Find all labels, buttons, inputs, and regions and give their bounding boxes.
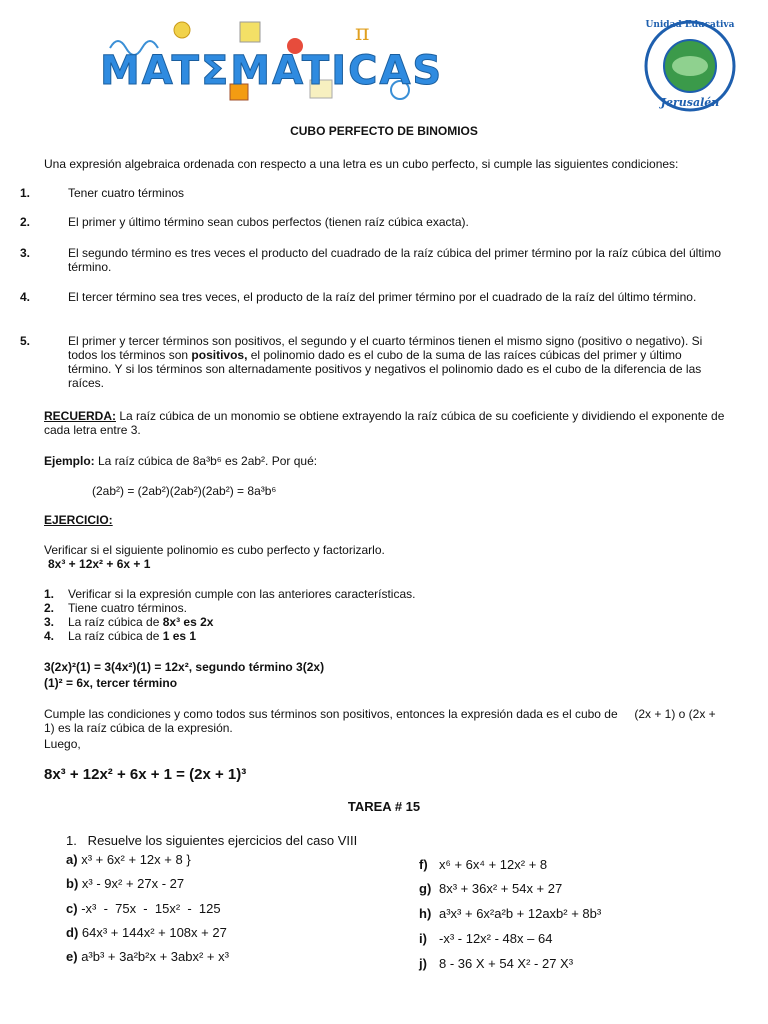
- tarea-instruction: 1. Resuelve los siguientes ejercicios del caso VIII: [66, 833, 358, 848]
- seal-top-text: Unidad Educativa: [645, 20, 735, 30]
- step-1: 1. Verificar si la expresión cumple con las anteriores características.: [44, 587, 416, 601]
- calc-line-2: (1)² = 6x, tercer término: [44, 676, 178, 690]
- condition-3: 3. El segundo término es tres veces el producto del cuadrado de la raíz cúbica del primer término por la raíz cúbica del último término.: [20, 246, 721, 274]
- luego-text: Luego,: [44, 737, 81, 751]
- condition-4: 4. El tercer término sea tres veces, el producto de la raíz del primer término por el cuadrado de la raíz del último término.: [20, 290, 697, 304]
- exercise-g: g) 8x³ + 36x² + 54x + 27: [419, 881, 563, 896]
- exercise-f: f) x⁶ + 6x⁴ + 12x² + 8: [419, 857, 548, 872]
- exercise-b: b) x³ - 9x² + 27x - 27: [66, 876, 185, 891]
- exercise-c: c) -x³ - 75x - 15x² - 125: [66, 901, 221, 916]
- exercise-a: a) x³ + 6x² + 12x + 8 }: [66, 852, 191, 867]
- exercise-list-left: [66, 850, 396, 970]
- ejercicio-heading: EJERCICIO:: [44, 513, 113, 527]
- result-equation: 8x³ + 12x² + 6x + 1 = (2x + 1)³: [44, 766, 247, 783]
- exercise-list-right: [419, 857, 749, 977]
- header-logo: [100, 18, 444, 108]
- ejemplo-formula: (2ab²) = (2ab²)(2ab²)(2ab²) = 8a³b⁶: [92, 484, 277, 498]
- seal-bottom-text: Jerusalén: [660, 96, 720, 109]
- logo-wordmark: MATΣMATICAS: [100, 48, 444, 94]
- exercise-e: e) a³b³ + 3a²b²x + 3abx² + x³: [66, 949, 229, 964]
- ejercicio-prompt: Verificar si el siguiente polinomio es cubo perfecto y factorizarlo.: [44, 543, 385, 557]
- exercise-i: i) -x³ - 12x² - 48x – 64: [419, 931, 553, 946]
- step-3: 3. La raíz cúbica de 8x³ es 2x: [44, 615, 214, 629]
- step-2: 2. Tiene cuatro términos.: [44, 601, 187, 615]
- step-4: 4. La raíz cúbica de 1 es 1: [44, 629, 197, 643]
- exercise-j: j) 8 - 36 X + 54 X² - 27 X³: [419, 956, 574, 971]
- ejemplo-line: Ejemplo: La raíz cúbica de 8a³b⁶ es 2ab². Por qué:: [44, 454, 318, 468]
- page-title: CUBO PERFECTO DE BINOMIOS: [290, 124, 478, 138]
- conclusion-paragraph: Cumple las condiciones y como todos sus términos son positivos, entonces la expresión dada es el cubo de (2x + 1) o (2x + 1) es la raíz cúbica de la expresión.: [44, 707, 720, 735]
- calc-line-1: 3(2x)²(1) = 3(4x²)(1) = 12x², segundo término 3(2x): [44, 660, 325, 674]
- tarea-title: TAREA # 15: [347, 799, 421, 814]
- condition-5: 5. El primer y tercer términos son positivos, el segundo y el cuarto términos tienen el mismo signo (positivo o negativo). Si todos los términos son positivos, el polinomio dado es el cubo de la suma de las raíces cúbicas del primer y último término. Y si los términos son alternadamente positivos y negativos el polinomio dado es el cubo de la diferencia de las raíces.: [20, 334, 703, 390]
- exercise-d: d) 64x³ + 144x² + 108x + 27: [66, 925, 227, 940]
- exercise-h: h) a³x³ + 6x²a²b + 12axb² + 8b³: [419, 906, 602, 921]
- ejercicio-steps: [44, 587, 415, 643]
- condition-2: 2. El primer y último término sean cubos perfectos (tienen raíz cúbica exacta).: [20, 215, 469, 229]
- ejercicio-polynomial: 8x³ + 12x² + 6x + 1: [48, 557, 151, 571]
- intro-paragraph: Una expresión algebraica ordenada con respecto a una letra es un cubo perfecto, si cumple las siguientes condiciones:: [44, 157, 679, 171]
- recuerda-note: RECUERDA: La raíz cúbica de un monomio se obtiene extrayendo la raíz cúbica de su coeficiente y dividiendo el exponente de cada letra entre 3.: [44, 409, 725, 437]
- school-seal: [642, 18, 738, 114]
- condition-1: 1. Tener cuatro términos: [20, 186, 185, 200]
- svg-text:π: π: [355, 21, 370, 46]
